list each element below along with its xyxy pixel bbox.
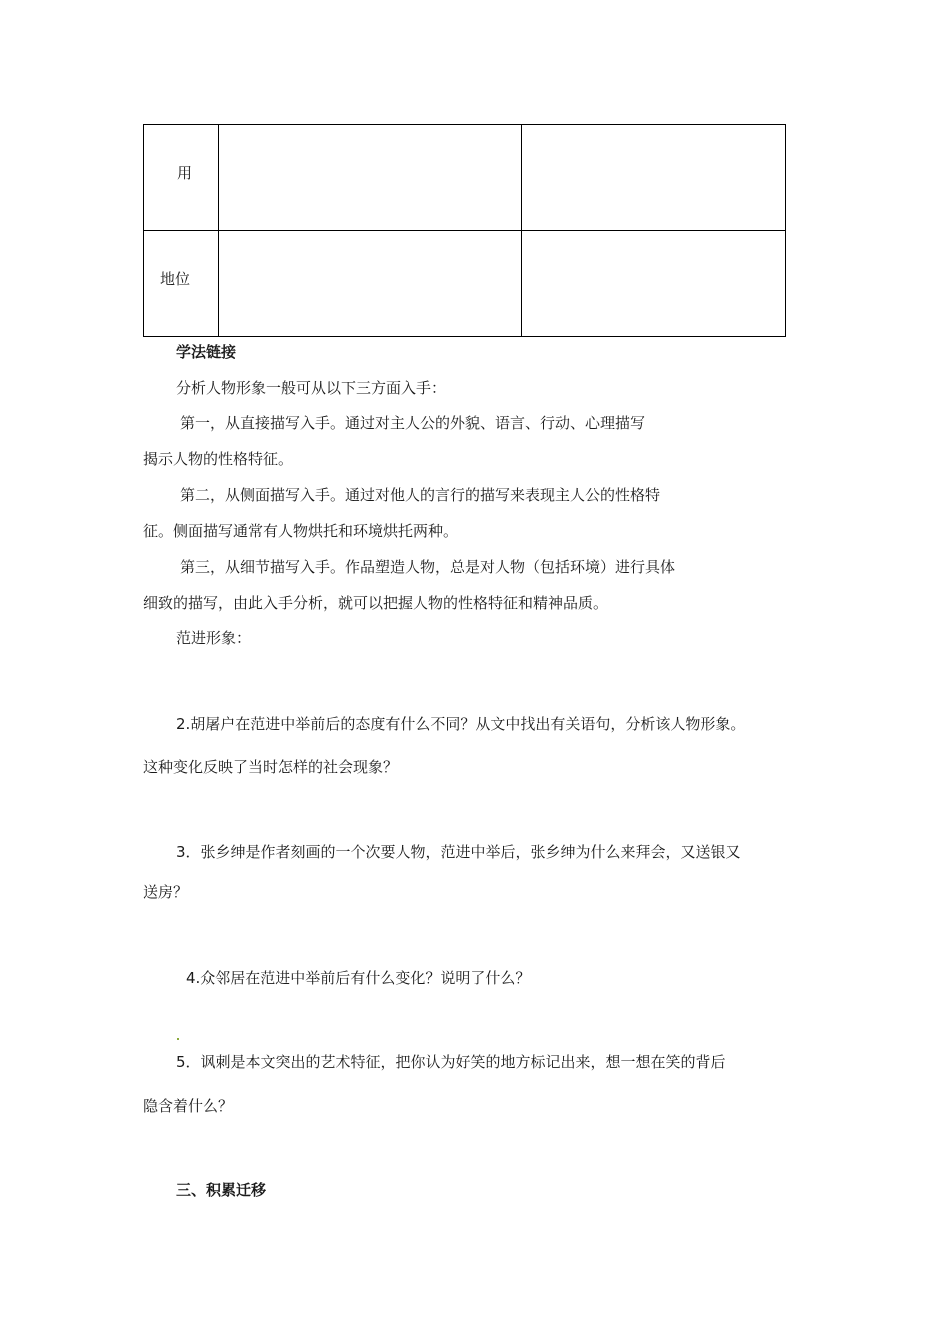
table-border-top — [143, 124, 786, 125]
study-link-intro: 分析人物形象一般可从以下三方面入手： — [176, 379, 447, 397]
paragraph-2-line-1: 第二，从侧面描写入手。通过对他人的言行的描写来表现主人公的性格特 — [180, 486, 661, 504]
paragraph-3-line-1: 第三，从细节描写入手。作品塑造人物，总是对人物（包括环境）进行具体 — [180, 558, 676, 576]
stray-mark — [177, 1038, 179, 1040]
table-border-bottom — [143, 336, 786, 337]
table-row-divider — [143, 230, 786, 231]
paragraph-2-line-2: 征。侧面描写通常有人物烘托和环境烘托两种。 — [143, 522, 459, 540]
question-3-line-1: 3．张乡绅是作者刻画的一个次要人物，范进中举后，张乡绅为什么来拜会，又送银又 — [176, 843, 741, 861]
question-2-line-2: 这种变化反映了当时怎样的社会现象？ — [143, 758, 399, 776]
question-2-line-1: 2.胡屠户在范进中举前后的态度有什么不同？从文中找出有关语句，分析该人物形象。 — [176, 715, 746, 733]
table-row-label-use: 用 — [177, 164, 193, 182]
paragraph-1-line-1: 第一，从直接描写入手。通过对主人公的外貌、语言、行动、心理描写 — [180, 414, 646, 432]
paragraph-1-line-2: 揭示人物的性格特征。 — [143, 450, 294, 468]
question-5-line-1: 5．讽刺是本文突出的艺术特征，把你认为好笑的地方标记出来，想一想在笑的背后 — [176, 1053, 726, 1071]
paragraph-3-line-2: 细致的描写，由此入手分析，就可以把握人物的性格特征和精神品质。 — [143, 594, 609, 612]
table-col-divider-2 — [521, 124, 522, 337]
table-border-right — [785, 124, 786, 337]
fanjin-image-label: 范进形象： — [176, 629, 252, 647]
table-row-label-status: 地位 — [160, 270, 191, 288]
table-col-divider-1 — [218, 124, 219, 337]
question-5-line-2: 隐含着什么？ — [143, 1097, 234, 1115]
analysis-table — [143, 124, 786, 337]
section-3-heading: 三、积累迁移 — [176, 1181, 267, 1199]
question-3-line-2: 送房？ — [143, 883, 189, 901]
table-border-left — [143, 124, 144, 337]
question-4: 4.众邻居在范进中举前后有什么变化？说明了什么？ — [186, 969, 531, 987]
study-link-heading: 学法链接 — [176, 343, 237, 361]
